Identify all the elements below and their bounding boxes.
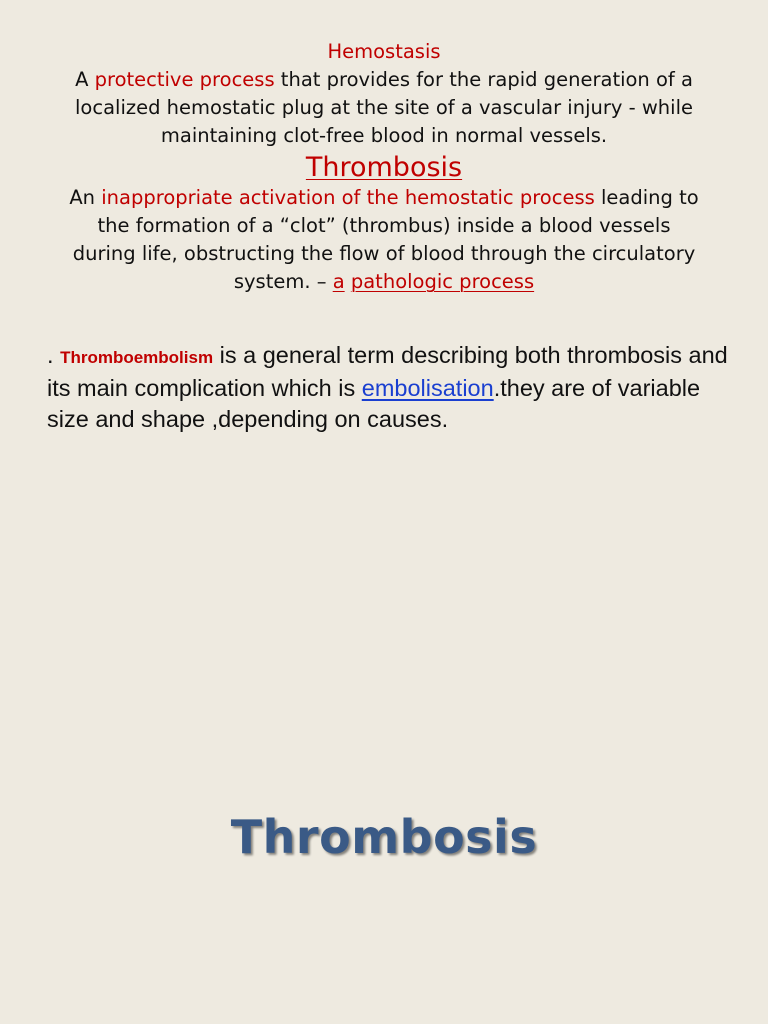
thrombosis-line4-prefix: system. – bbox=[233, 270, 333, 293]
hemostasis-line1-rest: that provides for the rapid generation of a bbox=[274, 68, 693, 91]
pathologic-a: a bbox=[332, 270, 345, 293]
thrombosis-slide-title: Thrombosis bbox=[230, 810, 538, 864]
hemostasis-line2: localized hemostatic plug at the site of a vascular injury - while bbox=[75, 96, 693, 119]
thrombosis-heading: Thrombosis bbox=[305, 152, 463, 183]
hemostasis-title: Hemostasis bbox=[327, 40, 441, 63]
thrombosis-line1-rest: leading to bbox=[594, 186, 699, 209]
thrombosis-section bbox=[20, 150, 748, 296]
thrombosis-line3: during life, obstructing the flow of blood through the circulatory bbox=[72, 242, 696, 265]
protective-process-highlight: protective process bbox=[94, 68, 275, 91]
pathologic-process-highlight: pathologic process bbox=[350, 270, 535, 293]
hemostasis-definition bbox=[20, 66, 748, 150]
thromboembolism-term: Thromboembolism bbox=[60, 348, 214, 367]
paragraph-prefix: . bbox=[47, 342, 61, 368]
embolisation-link[interactable]: embolisation bbox=[361, 375, 494, 401]
hemostasis-line3: maintaining clot-free blood in normal vessels. bbox=[160, 124, 608, 147]
paragraph-text1: is a general term describing both thrombosis and its main complication which is bbox=[47, 342, 728, 401]
hemostasis-section bbox=[20, 38, 748, 150]
inappropriate-activation-highlight: inappropriate activation of the hemostatic process bbox=[101, 186, 595, 209]
thrombosis-line1-prefix: An bbox=[69, 186, 102, 209]
thrombosis-definition bbox=[20, 184, 748, 296]
thrombosis-line2: the formation of a “clot” (thrombus) inside a blood vessels bbox=[97, 214, 671, 237]
hemostasis-line1-prefix: A bbox=[75, 68, 95, 91]
paragraph-text2: .they are of variable size and shape ,depending on causes. bbox=[47, 375, 701, 432]
thromboembolism-paragraph bbox=[47, 340, 747, 435]
